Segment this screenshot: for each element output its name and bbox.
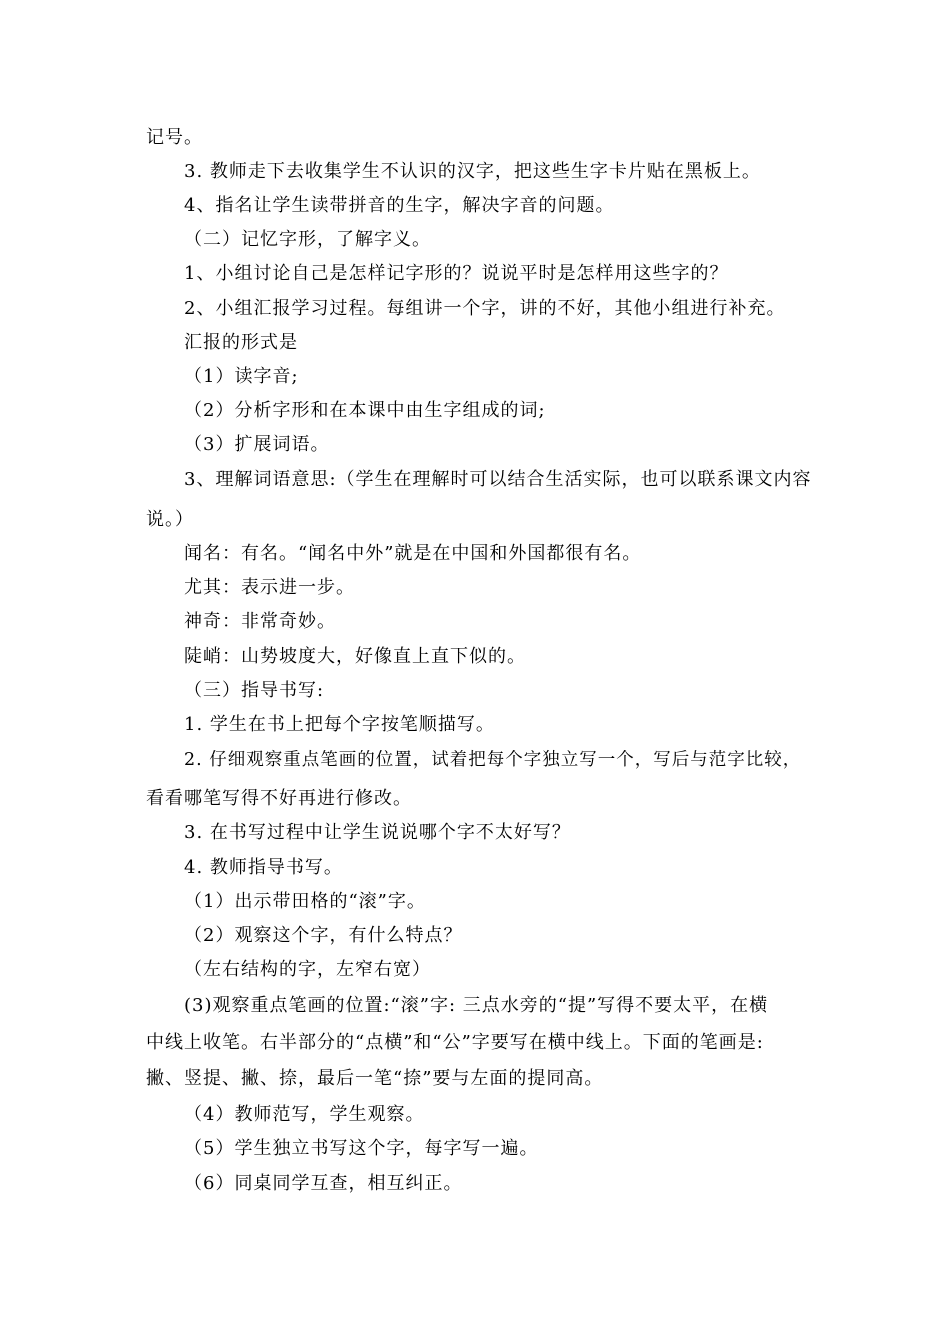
text-line: 中线上收笔。右半部分的“点横”和“公”字要写在横中线上。下面的笔画是: [146,1032,764,1053]
section-heading: （三）指导书写: [184,680,325,701]
text-line: 神奇：非常奇妙。 [184,611,336,632]
text-line: 3、理解词语意思:（学生在理解时可以结合生活实际，也可以联系课文内容 [184,469,812,490]
text-line: 2. 仔细观察重点笔画的位置，试着把每个字独立写一个，写后与范字比较， [184,750,802,770]
text-line: 3. 在书写过程中让学生说说哪个字不太好写？ [184,822,571,843]
text-line: （1）读字音; [184,366,299,387]
text-line: （5）学生独立书写这个字，每字写一遍。 [184,1138,539,1159]
text-line: 1. 学生在书上把每个字按笔顺描写。 [184,714,495,735]
text-line: 陡峭：山势坡度大，好像直上直下似的。 [184,646,526,667]
text-line: （1）出示带田格的“滚”字。 [184,891,426,912]
text-line: （2）观察这个字，有什么特点？ [184,925,463,946]
text-line: 4. 教师指导书写。 [184,857,343,878]
section-heading: （二）记忆字形，了解字义。 [184,229,431,250]
text-line: 1、小组讨论自己是怎样记字形的？说说平时是怎样用这些字的？ [184,263,729,284]
text-line: （2）分析字形和在本课中由生字组成的词; [184,400,546,421]
text-line: 4、指名让学生读带拼音的生字，解决字音的问题。 [184,195,615,216]
text-line: （6）同桌同学互查，相互纠正。 [184,1173,463,1194]
text-line: 闻名：有名。“闻名中外”就是在中国和外国都很有名。 [184,543,642,564]
text-line: （左右结构的字，左窄右宽） [184,959,431,980]
text-line: 说。） [146,509,194,530]
text-line: 汇报的形式是 [184,332,298,353]
text-line: (3)观察重点笔画的位置:“滚”字: 三点水旁的“提”写得不要太平，在横 [184,995,769,1016]
text-line: 记号。 [146,127,203,148]
text-line: 撇、竖提、撇、捺，最后一笔“捺”要与左面的提同高。 [146,1068,604,1089]
text-line: 3. 教师走下去收集学生不认识的汉字，把这些生字卡片贴在黑板上。 [184,161,761,182]
text-line: （3）扩展词语。 [184,434,330,455]
text-line: （4）教师范写，学生观察。 [184,1104,425,1125]
text-line: 看看哪笔写得不好再进行修改。 [146,788,412,809]
text-line: 2、小组汇报学习过程。每组讲一个字，讲的不好，其他小组进行补充。 [184,298,786,319]
text-line: 尤其：表示进一步。 [184,577,355,598]
